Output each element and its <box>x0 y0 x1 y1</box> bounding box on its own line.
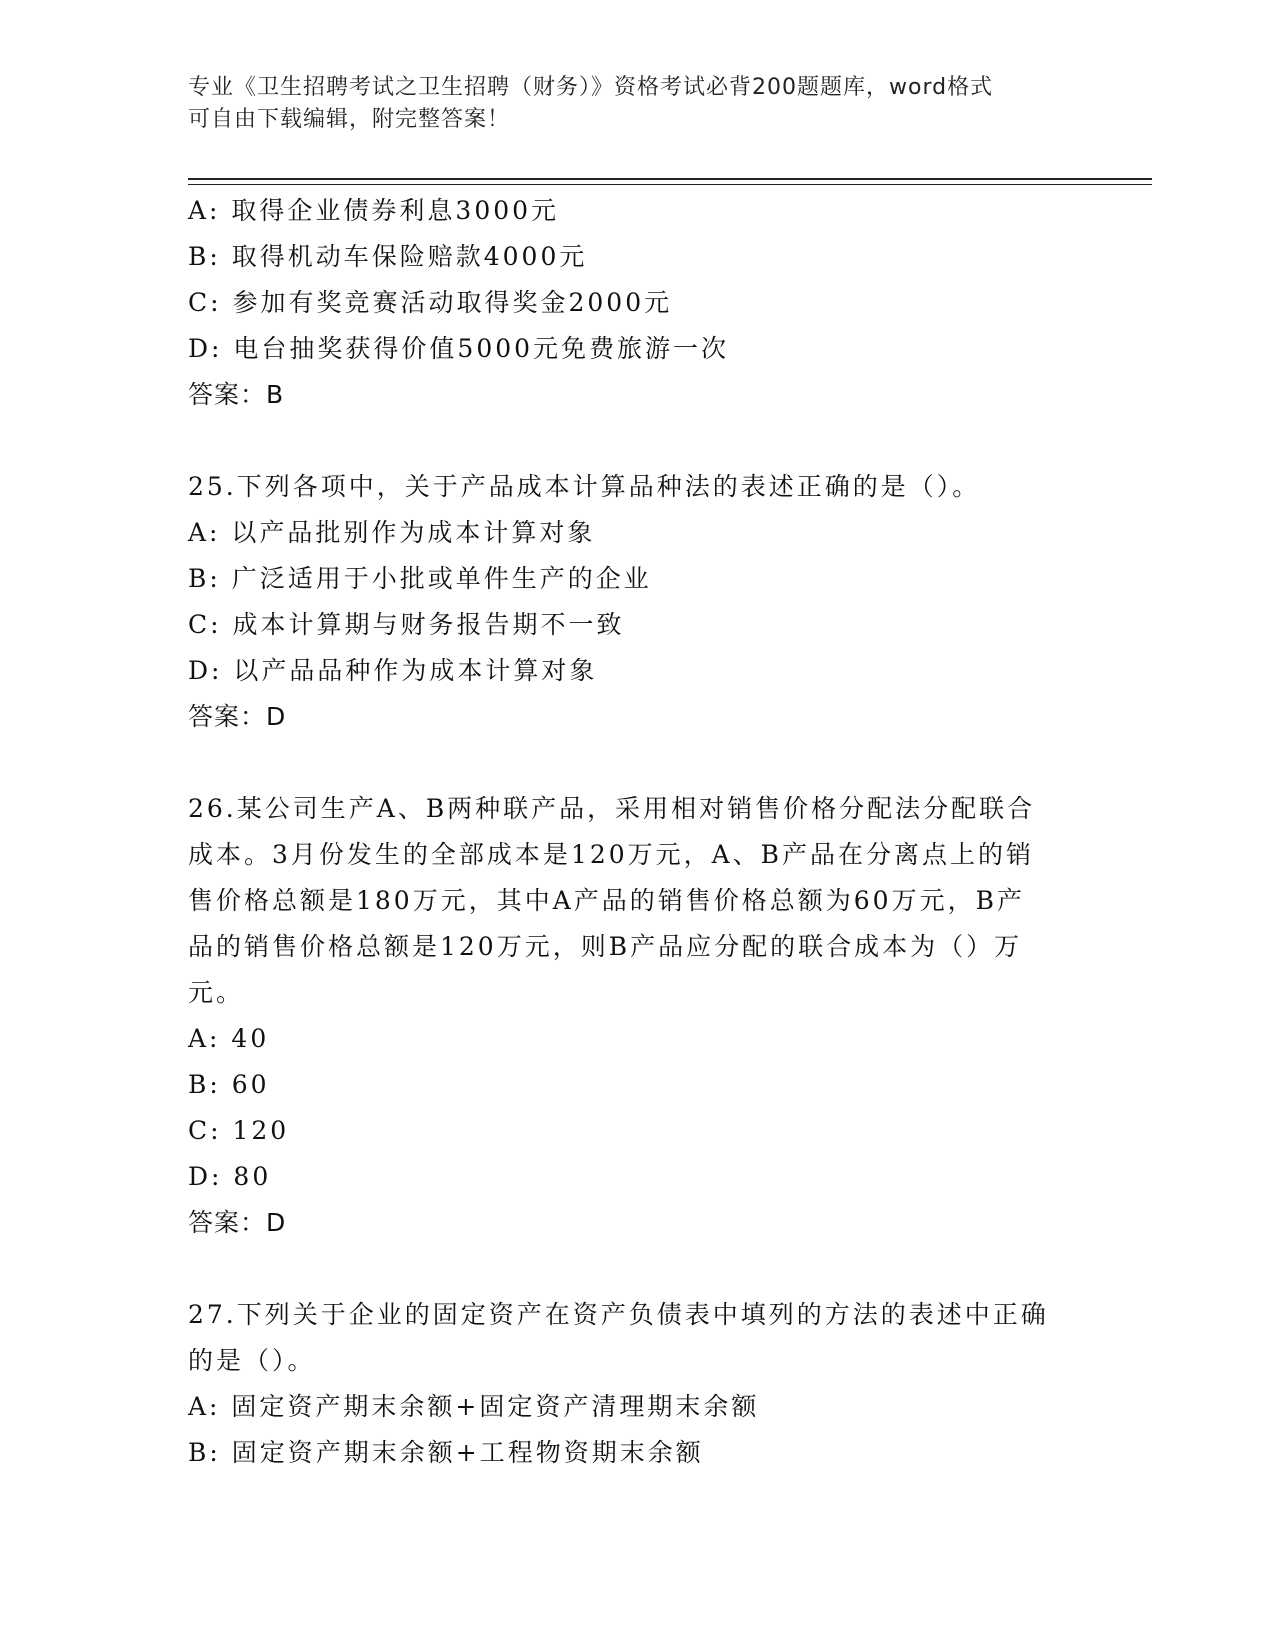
question-24 <box>188 188 1068 418</box>
option-d: D: 以产品品种作为成本计算对象 <box>188 656 598 685</box>
option-c: C: 参加有奖竞赛活动取得奖金2000元 <box>188 288 673 317</box>
question-stem-line: 元。 <box>188 978 245 1007</box>
option-b: B: 60 <box>188 1070 270 1099</box>
option-b: B: 广泛适用于小批或单件生产的企业 <box>188 564 652 593</box>
question-26 <box>188 786 1068 1246</box>
option-c: C: 成本计算期与财务报告期不一致 <box>188 610 625 639</box>
option-b: B: 取得机动车保险赔款4000元 <box>188 242 588 271</box>
option-a: A: 40 <box>188 1024 270 1053</box>
spacer <box>188 740 1068 786</box>
question-stem: 25.下列各项中，关于产品成本计算品种法的表述正确的是（）。 <box>188 472 981 501</box>
question-stem-line: 27.下列关于企业的固定资产在资产负债表中填列的方法的表述中正确 <box>188 1300 1049 1329</box>
header-rule-thin <box>188 184 1152 185</box>
spacer <box>188 418 1068 464</box>
option-a: A: 以产品批别作为成本计算对象 <box>188 518 596 547</box>
option-b: B: 固定资产期末余额+工程物资期末余额 <box>188 1438 704 1467</box>
option-a: A: 取得企业债券利息3000元 <box>188 196 560 225</box>
header-rule-thick <box>188 178 1152 180</box>
option-d: D: 电台抽奖获得价值5000元免费旅游一次 <box>188 334 730 363</box>
question-stem-line: 的是（）。 <box>188 1346 316 1375</box>
answer: 答案：B <box>188 380 285 409</box>
header-line-1: 专业《卫生招聘考试之卫生招聘（财务）》资格考试必背200题题库，word格式 <box>188 75 994 100</box>
option-a: A: 固定资产期末余额+固定资产清理期末余额 <box>188 1392 760 1421</box>
answer: 答案：D <box>188 1208 287 1237</box>
question-stem-line: 26.某公司生产A、B两种联产品，采用相对销售价格分配法分配联合 <box>188 794 1036 823</box>
question-25 <box>188 464 1068 740</box>
question-stem-line: 售价格总额是180万元，其中A产品的销售价格总额为60万元，B产 <box>188 886 1025 915</box>
header-line-2: 可自由下载编辑，附完整答案！ <box>188 107 511 132</box>
option-d: D: 80 <box>188 1162 272 1191</box>
question-27 <box>188 1292 1068 1476</box>
option-c: C: 120 <box>188 1116 290 1145</box>
question-list <box>188 188 1068 1476</box>
question-stem-line: 品的销售价格总额是120万元，则B产品应分配的联合成本为（）万 <box>188 932 1023 961</box>
question-stem-line: 成本。3月份发生的全部成本是120万元，A、B产品在分离点上的销 <box>188 840 1035 869</box>
document-header <box>188 72 1068 136</box>
spacer <box>188 1246 1068 1292</box>
answer: 答案：D <box>188 702 287 731</box>
